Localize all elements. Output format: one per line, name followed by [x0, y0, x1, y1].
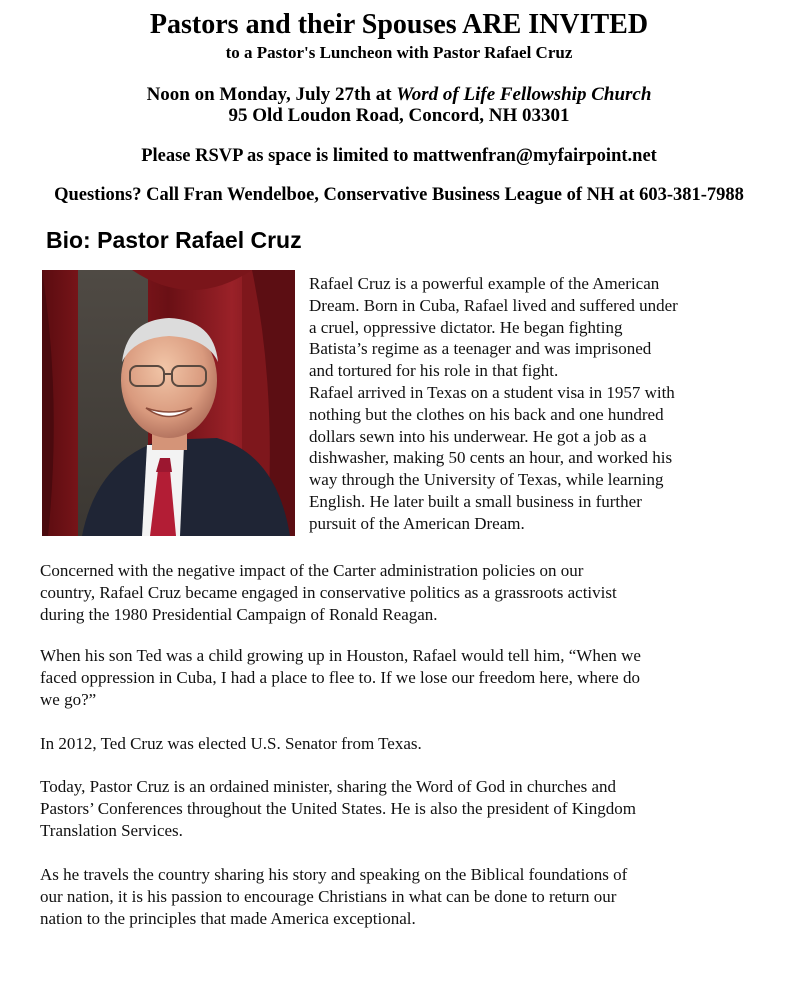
- text-line: As he travels the country sharing his story and speaking on the Biblical foundations of: [40, 865, 628, 884]
- text-line: dollars sewn into his underwear. He got a job as a: [309, 426, 647, 446]
- bio-paragraph-4: [40, 645, 780, 710]
- text-line: Batista’s regime as a teenager and was imprisoned: [309, 339, 652, 359]
- event-venue: Word of Life Fellowship Church: [396, 84, 652, 105]
- text-line: and tortured for his role in that fight.: [309, 361, 559, 381]
- text-line: Dream. Born in Cuba, Rafael lived and suffered under: [309, 295, 678, 315]
- text-line: way through the University of Texas, while learning: [309, 470, 664, 490]
- text-line: When his son Ted was a child growing up in Houston, Rafael would tell him, “When we: [40, 646, 641, 665]
- text-line: Pastors’ Conferences throughout the United States. He is also the president of Kingdom: [40, 798, 636, 818]
- bio-paragraph-2: [309, 382, 749, 535]
- event-time: Noon on Monday, July 27th at: [146, 84, 397, 105]
- portrait-photo: [42, 270, 295, 536]
- text-line: Rafael Cruz is a powerful example of the American: [309, 274, 660, 293]
- page-title: Pastors and their Spouses ARE INVITED: [149, 9, 649, 40]
- text-line: Translation Services.: [40, 820, 183, 840]
- text-line: pursuit of the American Dream.: [309, 513, 525, 533]
- bio-heading: Bio: Pastor Rafael Cruz: [46, 227, 302, 253]
- text-line: Rafael arrived in Texas on a student visa in 1957 with: [309, 383, 675, 402]
- bio-paragraph-1: [309, 273, 749, 382]
- text-line: nothing but the clothes on his back and one hundred: [309, 404, 664, 424]
- text-line: we go?”: [40, 689, 97, 709]
- text-line: a cruel, oppressive dictator. He began fighting: [309, 317, 623, 337]
- text-line: faced oppression in Cuba, I had a place to flee to. If we lose our freedom here, where do: [40, 667, 640, 687]
- questions-line: Questions? Call Fran Wendelboe, Conservative Business League of NH at 603-381-7988: [54, 185, 744, 205]
- bio-paragraph-7: [40, 864, 780, 929]
- text-line: country, Rafael Cruz became engaged in conservative politics as a grassroots activist: [40, 582, 617, 602]
- event-address: 95 Old Loudon Road, Concord, NH 03301: [228, 105, 570, 126]
- rsvp-line: Please RSVP as space is limited to mattwenfran@myfairpoint.net: [141, 146, 657, 166]
- bio-paragraph-6: [40, 776, 780, 841]
- text-line: English. He later built a small business in further: [309, 491, 642, 511]
- text-line: dishwasher, making 50 cents an hour, and worked his: [309, 448, 673, 468]
- text-line: during the 1980 Presidential Campaign of Ronald Reagan.: [40, 604, 438, 624]
- text-line: Today, Pastor Cruz is an ordained minister, sharing the Word of God in churches and: [40, 777, 617, 796]
- bio-paragraph-5: [40, 733, 780, 755]
- text-line: our nation, it is his passion to encourage Christians in what can be done to return our: [40, 886, 617, 906]
- bio-paragraph-3: [40, 560, 780, 625]
- text-line: In 2012, Ted Cruz was elected U.S. Senator from Texas.: [40, 734, 422, 753]
- event-time-venue: [0, 84, 798, 106]
- text-line: Concerned with the negative impact of the Carter administration policies on our: [40, 561, 584, 580]
- event-subtitle: to a Pastor's Luncheon with Pastor Rafael Cruz: [225, 43, 573, 62]
- text-line: nation to the principles that made America exceptional.: [40, 908, 416, 928]
